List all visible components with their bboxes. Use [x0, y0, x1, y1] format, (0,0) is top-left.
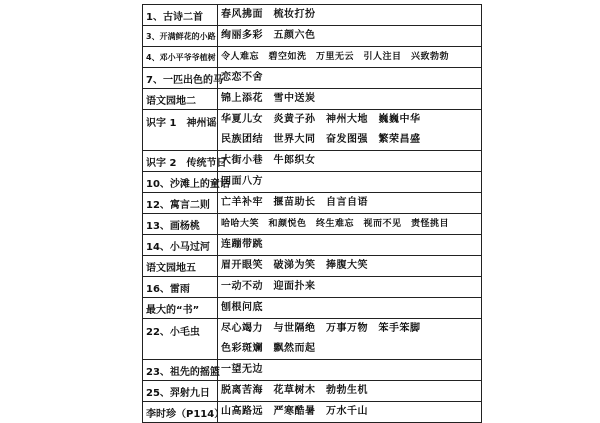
- lesson-cell: 李时珍（P114）: [143, 402, 218, 423]
- table-row: [143, 256, 482, 277]
- word-line: 令人难忘 碧空如洗 万里无云 引人注目 兴致勃勃: [221, 52, 450, 62]
- table-row: [143, 235, 482, 256]
- word-line: 锦上添花 雪中送炭: [221, 93, 316, 104]
- words-cell: [218, 214, 482, 235]
- lesson-cell: 最大的“书”: [143, 298, 218, 319]
- table-row: [143, 360, 482, 381]
- word-line: 色彩斑斓 飘然而起: [221, 343, 316, 354]
- table-row: [143, 319, 482, 360]
- words-cell: [218, 256, 482, 277]
- lesson-cell: 1、古诗二首: [143, 5, 218, 26]
- word-line: 民族团结 世界大同 奋发图强 繁荣昌盛: [221, 134, 421, 145]
- lesson-cell: 16、雷雨: [143, 277, 218, 298]
- word-line: 一动不动 迎面扑来: [221, 281, 316, 292]
- words-cell: [218, 26, 482, 47]
- words-cell: [218, 110, 482, 151]
- words-cell: [218, 151, 482, 172]
- words-cell: [218, 235, 482, 256]
- lesson-cell: 10、沙滩上的童话: [143, 172, 218, 193]
- lesson-cell: 7、一匹出色的马: [143, 68, 218, 89]
- words-cell: [218, 360, 482, 381]
- table-row: [143, 47, 482, 68]
- word-line: 华夏儿女 炎黄子孙 神州大地 巍巍中华: [221, 114, 421, 125]
- vocabulary-table: [142, 4, 482, 423]
- words-cell: [218, 172, 482, 193]
- word-line: 眉开眼笑 破涕为笑 捧腹大笑: [221, 260, 368, 271]
- word-line: 绚丽多彩 五颜六色: [221, 30, 316, 41]
- table-row: [143, 193, 482, 214]
- word-line: 一望无边: [221, 364, 263, 375]
- lesson-cell: 12、寓言二则: [143, 193, 218, 214]
- word-line: 亡羊补牢 揠苗助长 自言自语: [221, 197, 368, 208]
- word-line: 刨根问底: [221, 302, 263, 313]
- lesson-cell: 识字 1 神州谣: [143, 110, 218, 151]
- lesson-cell: 语文园地五: [143, 256, 218, 277]
- table-row: [143, 89, 482, 110]
- word-line: 山高路远 严寒酷暑 万水千山: [221, 406, 368, 417]
- words-cell: [218, 89, 482, 110]
- table-row: [143, 110, 482, 151]
- words-cell: [218, 47, 482, 68]
- lesson-cell: 3、开满鲜花的小路: [143, 26, 218, 47]
- word-line: 连蹦带跳: [221, 239, 263, 250]
- words-cell: [218, 68, 482, 89]
- words-cell: [218, 381, 482, 402]
- lesson-cell: 23、祖先的摇篮: [143, 360, 218, 381]
- word-line: 恋恋不舍: [221, 72, 263, 83]
- word-line: 尽心竭力 与世隔绝 万事万物 笨手笨脚: [221, 323, 421, 334]
- words-cell: [218, 298, 482, 319]
- lesson-cell: 22、小毛虫: [143, 319, 218, 360]
- lesson-cell: 25、羿射九日: [143, 381, 218, 402]
- words-cell: [218, 402, 482, 423]
- table-row: [143, 402, 482, 423]
- table-row: [143, 68, 482, 89]
- word-line: 脱离苦海 花草树木 勃勃生机: [221, 385, 368, 396]
- words-cell: [218, 319, 482, 360]
- word-line: 哈哈大笑 和颜悦色 终生难忘 视而不见 责怪挑目: [221, 219, 450, 229]
- word-line: 大街小巷 牛郎织女: [221, 155, 316, 166]
- table-row: [143, 298, 482, 319]
- table-row: [143, 5, 482, 26]
- lesson-cell: 4、邓小平爷爷植树: [143, 47, 218, 68]
- word-line: 四面八方: [221, 176, 263, 187]
- table-row: [143, 26, 482, 47]
- words-cell: [218, 277, 482, 298]
- table-row: [143, 277, 482, 298]
- table-row: [143, 214, 482, 235]
- words-cell: [218, 193, 482, 214]
- lesson-cell: 13、画杨桃: [143, 214, 218, 235]
- words-cell: [218, 5, 482, 26]
- table-row: [143, 381, 482, 402]
- table-row: [143, 151, 482, 172]
- word-line: 春风拂面 梳妆打扮: [221, 9, 316, 20]
- lesson-cell: 识字 2 传统节日: [143, 151, 218, 172]
- lesson-cell: 语文园地二: [143, 89, 218, 110]
- table-row: [143, 172, 482, 193]
- lesson-cell: 14、小马过河: [143, 235, 218, 256]
